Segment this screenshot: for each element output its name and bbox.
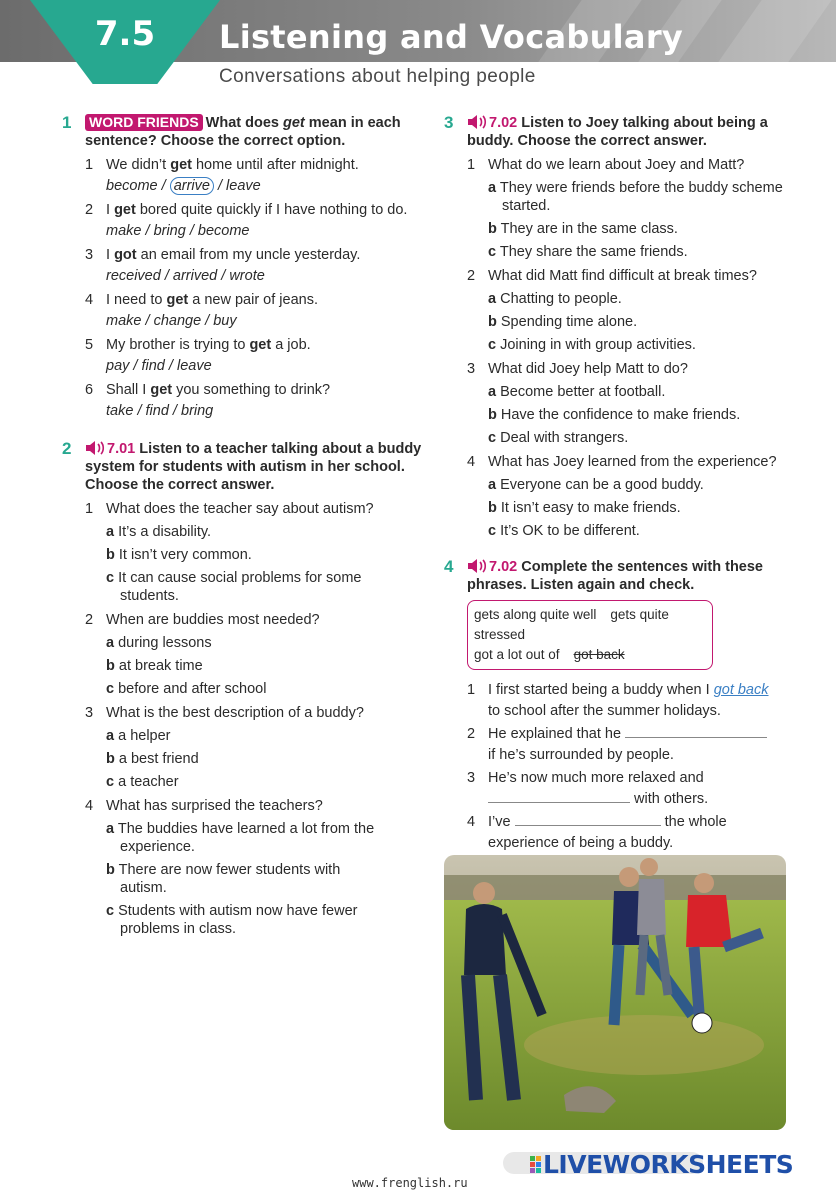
option[interactable]: find bbox=[145, 403, 169, 419]
answer-option[interactable]: c Deal with strangers. bbox=[488, 430, 629, 446]
answer-option[interactable]: a a helper bbox=[106, 728, 171, 744]
option[interactable]: take bbox=[106, 403, 134, 419]
left-column bbox=[62, 114, 424, 938]
option[interactable]: change bbox=[153, 313, 202, 329]
option[interactable]: pay bbox=[106, 358, 130, 374]
phrase: got a lot out of bbox=[474, 647, 560, 662]
answer-field[interactable] bbox=[625, 737, 767, 738]
audio-icon[interactable] bbox=[467, 559, 487, 573]
track-number: 7.02 bbox=[489, 115, 518, 131]
answer-option[interactable]: c before and after school bbox=[106, 681, 267, 697]
phrase: gets quite stressed bbox=[474, 607, 669, 642]
answer-field[interactable] bbox=[515, 825, 661, 826]
footer-url: www.frenglish.ru bbox=[352, 1176, 468, 1190]
answer-option[interactable]: a They were friends before the buddy scheme started. bbox=[488, 180, 783, 214]
answer-option[interactable]: c It can cause social problems for some students. bbox=[106, 570, 362, 604]
answer-option[interactable]: a It’s a disability. bbox=[106, 524, 212, 540]
answer-option[interactable]: b It isn’t easy to make friends. bbox=[488, 500, 681, 516]
answer-option[interactable]: b They are in the same class. bbox=[488, 221, 678, 237]
answer-option[interactable]: a The buddies have learned a lot from the experience. bbox=[106, 821, 375, 855]
answer-option[interactable]: a Chatting to people. bbox=[488, 291, 622, 307]
answer-option[interactable]: c They share the same friends. bbox=[488, 244, 688, 260]
list-item: 6 Shall I get you something to drink? take / find / bring bbox=[85, 382, 331, 419]
logo-grid-icon bbox=[530, 1156, 542, 1174]
audio-icon[interactable] bbox=[467, 115, 487, 129]
question: 1 What does the teacher say about autism? bbox=[85, 501, 374, 517]
phrase-box bbox=[467, 600, 713, 670]
unit-number: 7.5 bbox=[94, 14, 156, 54]
liveworksheets-wordmark: LIVEWORKSHEETS bbox=[543, 1150, 794, 1179]
option[interactable]: wrote bbox=[229, 268, 265, 284]
question: 3 What did Joey help Matt to do? bbox=[467, 361, 688, 377]
exercise-3 bbox=[444, 114, 800, 540]
exercise-number: 1 bbox=[62, 113, 72, 132]
option[interactable]: leave bbox=[226, 178, 261, 194]
list-item: 1 We didn’t get home until after midnight. become / arrive / leave bbox=[85, 157, 359, 194]
answer-option[interactable]: a Become better at football. bbox=[488, 384, 666, 400]
option[interactable]: buy bbox=[213, 313, 237, 329]
question: 4 What has surprised the teachers? bbox=[85, 798, 323, 814]
answer-option[interactable]: b It isn’t very common. bbox=[106, 547, 252, 563]
question: 2 What did Matt find difficult at break times? bbox=[467, 268, 757, 284]
question: 2 When are buddies most needed? bbox=[85, 612, 320, 628]
option[interactable]: received bbox=[106, 268, 161, 284]
question: 3 What is the best description of a buddy? bbox=[85, 705, 364, 721]
audio-icon[interactable] bbox=[85, 441, 105, 455]
liveworksheets-logo bbox=[503, 1150, 836, 1178]
phrase: gets along quite well bbox=[474, 607, 597, 622]
photo-teens-playing-football bbox=[444, 855, 786, 1130]
sentence: 1 I first started being a buddy when I got back to school after the summer holidays. bbox=[467, 682, 769, 719]
page-title: Listening and Vocabulary bbox=[219, 18, 684, 56]
exercise-number: 4 bbox=[444, 557, 454, 576]
option[interactable]: find bbox=[141, 358, 165, 374]
option[interactable]: bring bbox=[153, 223, 186, 239]
question: 1 What do we learn about Joey and Matt? bbox=[467, 157, 745, 173]
exercise-instruction: 7.01 Listen to a teacher talking about a buddy system for students with autism in her school. Choose the correct answer. bbox=[85, 441, 422, 493]
track-number: 7.01 bbox=[107, 441, 136, 457]
answer-option[interactable]: b at break time bbox=[106, 658, 203, 674]
option[interactable]: leave bbox=[176, 358, 212, 374]
exercise-instruction: 7.02 Listen to Joey talking about being a buddy. Choose the correct answer. bbox=[467, 115, 768, 149]
exercise-2 bbox=[62, 440, 424, 938]
option[interactable]: bring bbox=[181, 403, 214, 419]
exercise-instruction: 7.02 Complete the sentences with these phrases. Listen again and check. bbox=[467, 559, 763, 593]
exercise-1 bbox=[62, 114, 424, 420]
answer-option[interactable]: b There are now fewer students with autism. bbox=[106, 862, 341, 896]
option[interactable]: become bbox=[106, 178, 158, 194]
option[interactable]: make bbox=[106, 223, 142, 239]
question: 4 What has Joey learned from the experience? bbox=[467, 454, 777, 470]
answer-option[interactable]: c Joining in with group activities. bbox=[488, 337, 696, 353]
page-subtitle: Conversations about helping people bbox=[219, 66, 536, 87]
answer-option[interactable]: c It’s OK to be different. bbox=[488, 523, 640, 539]
answer-option[interactable]: c Students with autism now have fewer problems in class. bbox=[106, 903, 358, 937]
exercise-number: 3 bbox=[444, 113, 454, 132]
answer-option[interactable]: b Spending time alone. bbox=[488, 314, 638, 330]
list-item: 5 My brother is trying to get a job. pay / find / leave bbox=[85, 337, 311, 374]
answer-field[interactable] bbox=[488, 802, 630, 803]
exercise-4 bbox=[444, 558, 800, 854]
answer-option[interactable]: b Have the confidence to make friends. bbox=[488, 407, 741, 423]
option[interactable]: arrived bbox=[172, 268, 218, 284]
right-column bbox=[444, 114, 800, 854]
sentence: 2 He explained that he if he’s surrounded by people. bbox=[467, 724, 800, 766]
track-number: 7.02 bbox=[489, 559, 518, 575]
answer-option[interactable]: a Everyone can be a good buddy. bbox=[488, 477, 704, 493]
option[interactable]: make bbox=[106, 313, 142, 329]
sentence: 3 He’s now much more relaxed and with others. bbox=[467, 770, 709, 807]
exercise-number: 2 bbox=[62, 439, 72, 458]
answer-option[interactable]: b a best friend bbox=[106, 751, 199, 767]
option-selected[interactable]: arrive bbox=[170, 177, 214, 195]
answer-option[interactable]: a during lessons bbox=[106, 635, 212, 651]
answer-option[interactable]: c a teacher bbox=[106, 774, 179, 790]
exercise-instruction: WORD FRIENDS What does get mean in each sentence? Choose the correct option. bbox=[85, 114, 401, 149]
word-friends-badge: WORD FRIENDS bbox=[85, 114, 203, 131]
list-item: 3 I got an email from my uncle yesterday. received / arrived / wrote bbox=[85, 247, 361, 284]
option[interactable]: become bbox=[197, 223, 250, 239]
list-item: 2 I get bored quite quickly if I have nothing to do. make / bring / become bbox=[85, 202, 408, 239]
list-item: 4 I need to get a new pair of jeans. make / change / buy bbox=[85, 292, 318, 329]
answer-field-filled[interactable]: got back bbox=[713, 682, 769, 698]
phrase-used: got back bbox=[573, 647, 625, 662]
sentence: 4 I’ve the whole experience of being a buddy. bbox=[467, 814, 727, 851]
